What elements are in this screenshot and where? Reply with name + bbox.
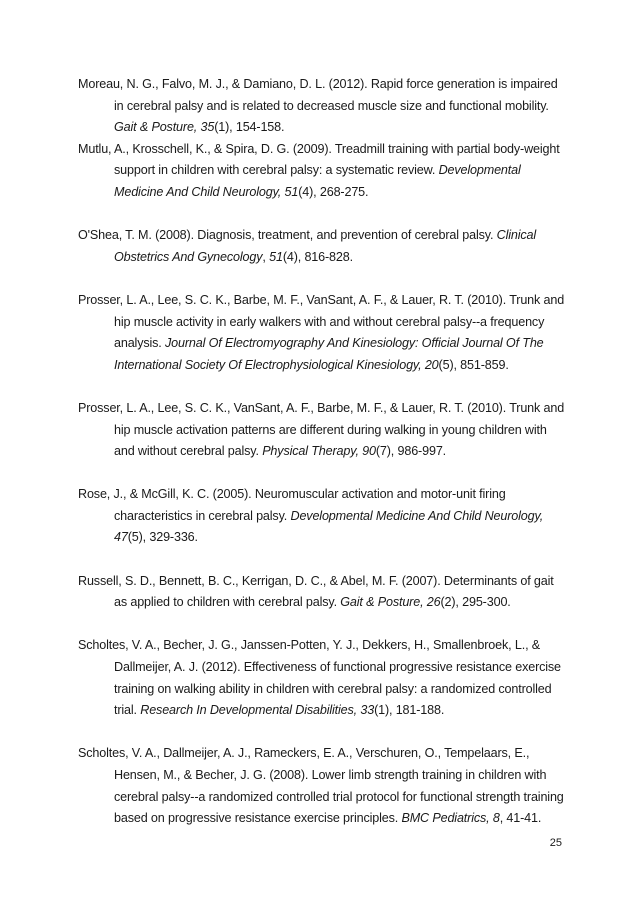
reference-rose-2005 (78, 484, 568, 549)
reference-prosser-2010b (78, 398, 568, 463)
reference-text: Prosser, L. A., Lee, S. C. K., VanSant, A. F., Barbe, M. F., & Lauer, R. T. (2010). Trunk and hip muscle activation patterns are different during walking in young children with and without cerebral palsy. (78, 400, 565, 459)
reference-moreau-2012 (78, 74, 568, 139)
journal-name: Developmental Medicine And Child Neurology, 51 (114, 163, 521, 199)
journal-name: Developmental Medicine And Child Neurology, 47 (114, 508, 544, 545)
journal-name: Journal Of Electromyography And Kinesiology: Official Journal Of The International Society Of Electrophysiological Kinesiology, 20 (114, 336, 544, 372)
reference-pages: (4), 816-828. (282, 249, 353, 264)
reference-pages: (7), 986-997. (375, 444, 447, 459)
reference-pages: (2), 295-300. (440, 595, 511, 610)
reference-text: Prosser, L. A., Lee, S. C. K., Barbe, M. F., VanSant, A. F., & Lauer, R. T. (2010). Trunk and hip muscle activity in early walkers with and without cerebral palsy--a frequency analysis. (78, 292, 565, 351)
journal-name: Research In Developmental Disabilities, 33 (140, 703, 375, 718)
reference-pages: (4), 268-275. (298, 184, 369, 199)
page-number: 25 (549, 837, 562, 849)
reference-pages: , 41-41. (499, 811, 542, 826)
reference-mutlu-2009 (78, 139, 568, 204)
reference-text: Mutlu, A., Krosschell, K., & Spira, D. G. (2009). Treadmill training with partial body-weight support in children with cerebral palsy: a systematic review. (78, 141, 560, 178)
reference-russell-2007 (78, 571, 568, 614)
reference-prosser-2010a (78, 290, 568, 376)
reference-scholtes-2008 (78, 743, 568, 829)
reference-scholtes-2012 (78, 635, 568, 721)
reference-text: Scholtes, V. A., Dallmeijer, A. J., Rameckers, E. A., Verschuren, O., Tempelaars, E., Hensen, M., & Becher, J. G. (2008). Lower limb strength training in children with cerebral palsy--a randomized controlled trial protocol for functional strength training based on progressive resistance exercise principles. (78, 746, 564, 826)
journal-name: Clinical Obstetrics And Gynecology (114, 228, 537, 264)
reference-text: Rose, J., & McGill, K. C. (2005). Neuromuscular activation and motor-unit firing characteristics in cerebral palsy. (78, 487, 506, 523)
reference-pages: (1), 181-188. (374, 703, 445, 718)
reference-separator: , (262, 249, 270, 264)
reference-list (78, 74, 568, 830)
reference-text: Russell, S. D., Bennett, B. C., Kerrigan, D. C., & Abel, M. F. (2007). Determinants of gait as applied to children with cerebral palsy. (78, 573, 554, 610)
journal-name: Physical Therapy, 90 (262, 444, 376, 459)
reference-text: Moreau, N. G., Falvo, M. J., & Damiano, D. L. (2012). Rapid force generation is impaired in cerebral palsy and is related to decreased muscle size and functional mobility. (78, 77, 558, 113)
journal-name: BMC Pediatrics, 8 (401, 811, 500, 826)
reference-text: Scholtes, V. A., Becher, J. G., Janssen-Potten, Y. J., Dekkers, H., Smallenbroek, L., & Dallmeijer, A. J. (2012). Effectiveness of functional progressive resistance exercise training on walking ability in children with cerebral palsy: a randomized controlled trial. (78, 638, 561, 718)
reference-pages: (1), 154-158. (214, 120, 285, 135)
journal-name: Gait & Posture, 35 (114, 120, 215, 135)
journal-volume: 51 (269, 249, 283, 264)
reference-text: O'Shea, T. M. (2008). Diagnosis, treatment, and prevention of cerebral palsy. (78, 228, 497, 243)
reference-pages: (5), 851-859. (438, 357, 509, 372)
journal-name: Gait & Posture, 26 (340, 595, 441, 610)
reference-pages: (5), 329-336. (127, 530, 198, 545)
reference-oshea-2008 (78, 225, 568, 268)
